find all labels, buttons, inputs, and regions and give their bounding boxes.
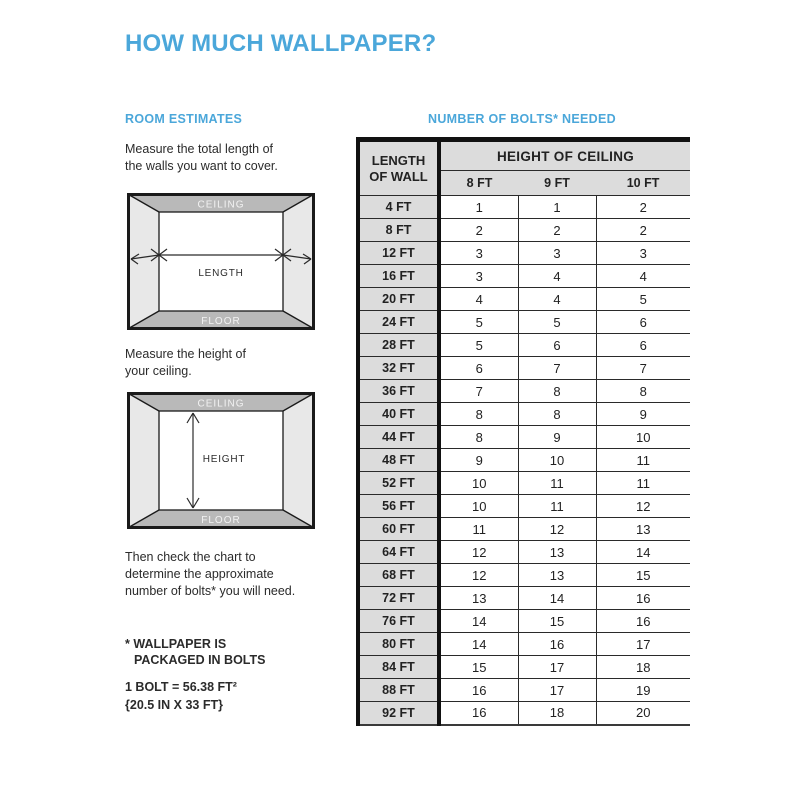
- back-wall-panel: [159, 212, 283, 311]
- wall-length-cell: 12 FT: [358, 242, 439, 265]
- wall-length-cell: 68 FT: [358, 564, 439, 587]
- step2-instruction: Measure the height of your ceiling.: [125, 347, 246, 378]
- height-dimension-label: HEIGHT: [202, 454, 246, 465]
- wall-length-cell: 92 FT: [358, 702, 439, 725]
- bolt-count-cell: 1: [439, 196, 518, 219]
- table-row: [358, 495, 690, 518]
- floor-label: FLOOR: [201, 316, 241, 327]
- step3-instruction: Then check the chart to determine the approximate number of bolts* you will need.: [125, 550, 296, 598]
- bolt-count-cell: 15: [439, 656, 518, 679]
- bolt-count-cell: 12: [439, 541, 518, 564]
- wall-length-cell: 84 FT: [358, 656, 439, 679]
- bolts-table-body: [358, 196, 690, 725]
- bolt-count-cell: 13: [439, 587, 518, 610]
- bolts-table: [356, 137, 690, 726]
- bolt-count-cell: 3: [596, 242, 690, 265]
- room-estimates-heading: ROOM ESTIMATES: [125, 112, 243, 126]
- length-of-wall-header: LENGTH OF WALL: [358, 140, 439, 196]
- bolt-count-cell: 4: [439, 288, 518, 311]
- bolt-count-cell: 16: [596, 587, 690, 610]
- height-of-ceiling-header: HEIGHT OF CEILING: [439, 140, 690, 171]
- table-row: [358, 219, 690, 242]
- wall-length-cell: 88 FT: [358, 679, 439, 702]
- table-row: [358, 265, 690, 288]
- bolt-count-cell: 16: [439, 702, 518, 725]
- table-row: [358, 610, 690, 633]
- table-row: [358, 633, 690, 656]
- right-wall-panel: [283, 195, 314, 329]
- ceiling-height-10ft-header: 10 FT: [596, 171, 690, 196]
- wall-length-cell: 28 FT: [358, 334, 439, 357]
- bolt-count-cell: 6: [596, 311, 690, 334]
- table-row: [358, 196, 690, 219]
- bolt-count-cell: 17: [518, 679, 596, 702]
- bolt-count-cell: 8: [518, 380, 596, 403]
- wall-length-cell: 48 FT: [358, 449, 439, 472]
- bolt-count-cell: 19: [596, 679, 690, 702]
- bolt-count-cell: 2: [518, 219, 596, 242]
- table-row: [358, 656, 690, 679]
- wall-length-cell: 36 FT: [358, 380, 439, 403]
- wall-length-cell: 56 FT: [358, 495, 439, 518]
- table-row: [358, 702, 690, 725]
- bolt-count-cell: 14: [439, 633, 518, 656]
- bolt-count-cell: 13: [518, 541, 596, 564]
- bolt-count-cell: 15: [518, 610, 596, 633]
- bolt-count-cell: 14: [439, 610, 518, 633]
- ceiling-height-8ft-header: 8 FT: [439, 171, 518, 196]
- bolt-count-cell: 12: [518, 518, 596, 541]
- wall-length-cell: 60 FT: [358, 518, 439, 541]
- bolt-count-cell: 3: [518, 242, 596, 265]
- page-title: HOW MUCH WALLPAPER?: [125, 30, 437, 57]
- floor-label: FLOOR: [201, 515, 241, 526]
- wall-length-cell: 44 FT: [358, 426, 439, 449]
- bolt-count-cell: 7: [518, 357, 596, 380]
- bolt-count-cell: 2: [596, 219, 690, 242]
- bolt-count-cell: 13: [596, 518, 690, 541]
- bolt-count-cell: 6: [439, 357, 518, 380]
- wall-length-cell: 20 FT: [358, 288, 439, 311]
- bolt-count-cell: 6: [596, 334, 690, 357]
- bolt-count-cell: 2: [596, 196, 690, 219]
- bolt-count-cell: 5: [596, 288, 690, 311]
- table-row: [358, 518, 690, 541]
- step1-instruction: Measure the total length of the walls you want to cover.: [125, 142, 278, 173]
- bolt-count-cell: 7: [596, 357, 690, 380]
- bolt-count-cell: 18: [518, 702, 596, 725]
- bolt-count-cell: 8: [439, 426, 518, 449]
- ceiling-label: CEILING: [197, 398, 245, 410]
- bolt-count-cell: 6: [518, 334, 596, 357]
- bolt-count-cell: 10: [439, 472, 518, 495]
- bolt-count-cell: 4: [518, 265, 596, 288]
- table-row: [358, 288, 690, 311]
- bolt-count-cell: 10: [518, 449, 596, 472]
- bolt-count-cell: 12: [439, 564, 518, 587]
- table-row: [358, 587, 690, 610]
- table-row: [358, 472, 690, 495]
- bolt-count-cell: 9: [439, 449, 518, 472]
- right-wall-panel: [283, 394, 314, 528]
- bolt-count-cell: 4: [518, 288, 596, 311]
- bolt-count-cell: 5: [439, 311, 518, 334]
- bolt-count-cell: 9: [518, 426, 596, 449]
- bolt-count-cell: 3: [439, 242, 518, 265]
- table-row: [358, 311, 690, 334]
- wall-length-cell: 4 FT: [358, 196, 439, 219]
- wall-length-cell: 52 FT: [358, 472, 439, 495]
- table-header-row-1: [358, 140, 690, 171]
- bolt-count-cell: 11: [596, 472, 690, 495]
- wall-length-cell: 72 FT: [358, 587, 439, 610]
- room-height-illustration: [127, 392, 315, 529]
- table-row: [358, 449, 690, 472]
- bolt-count-cell: 15: [596, 564, 690, 587]
- room-height-diagram: [127, 392, 315, 529]
- bolt-count-cell: 14: [518, 587, 596, 610]
- wall-length-cell: 64 FT: [358, 541, 439, 564]
- bolt-count-cell: 5: [518, 311, 596, 334]
- bolts-table-heading: NUMBER OF BOLTS* NEEDED: [428, 112, 616, 126]
- bolt-count-cell: 8: [596, 380, 690, 403]
- bolt-count-cell: 11: [596, 449, 690, 472]
- bolt-count-cell: 3: [439, 265, 518, 288]
- bolt-count-cell: 8: [518, 403, 596, 426]
- bolt-count-cell: 9: [596, 403, 690, 426]
- wall-length-cell: 32 FT: [358, 357, 439, 380]
- bolt-count-cell: 20: [596, 702, 690, 725]
- table-row: [358, 242, 690, 265]
- table-row: [358, 679, 690, 702]
- table-row: [358, 334, 690, 357]
- room-length-illustration: [127, 193, 315, 330]
- length-dimension-label: LENGTH: [198, 268, 244, 279]
- wall-length-cell: 76 FT: [358, 610, 439, 633]
- bolt-count-cell: 4: [596, 265, 690, 288]
- wall-length-cell: 80 FT: [358, 633, 439, 656]
- bolt-count-cell: 14: [596, 541, 690, 564]
- bolt-count-cell: 1: [518, 196, 596, 219]
- bolt-count-cell: 8: [439, 403, 518, 426]
- wall-length-cell: 8 FT: [358, 219, 439, 242]
- table-row: [358, 380, 690, 403]
- wall-length-cell: 40 FT: [358, 403, 439, 426]
- bolt-count-cell: 18: [596, 656, 690, 679]
- bolt-count-cell: 5: [439, 334, 518, 357]
- bolt-spec: 1 BOLT = 56.38 FT² {20.5 IN X 33 FT}: [125, 680, 237, 712]
- left-wall-panel: [129, 394, 160, 528]
- bolt-count-cell: 16: [439, 679, 518, 702]
- bolt-count-cell: 11: [518, 472, 596, 495]
- bolt-count-cell: 12: [596, 495, 690, 518]
- table-row: [358, 564, 690, 587]
- bolt-count-cell: 10: [596, 426, 690, 449]
- bolt-count-cell: 2: [439, 219, 518, 242]
- bolt-count-cell: 11: [439, 518, 518, 541]
- bolt-count-cell: 13: [518, 564, 596, 587]
- table-row: [358, 357, 690, 380]
- wall-length-cell: 24 FT: [358, 311, 439, 334]
- wall-length-cell: 16 FT: [358, 265, 439, 288]
- bolts-footnote: * WALLPAPER IS PACKAGED IN BOLTS: [125, 637, 266, 667]
- table-row: [358, 426, 690, 449]
- ceiling-height-9ft-header: 9 FT: [518, 171, 596, 196]
- bolt-count-cell: 17: [596, 633, 690, 656]
- bolt-count-cell: 10: [439, 495, 518, 518]
- room-length-diagram: [127, 193, 315, 330]
- table-row: [358, 403, 690, 426]
- left-wall-panel: [129, 195, 160, 329]
- bolt-count-cell: 16: [596, 610, 690, 633]
- bolt-count-cell: 16: [518, 633, 596, 656]
- bolt-count-cell: 7: [439, 380, 518, 403]
- ceiling-label: CEILING: [197, 199, 245, 211]
- bolt-count-cell: 11: [518, 495, 596, 518]
- table-row: [358, 541, 690, 564]
- bolt-count-cell: 17: [518, 656, 596, 679]
